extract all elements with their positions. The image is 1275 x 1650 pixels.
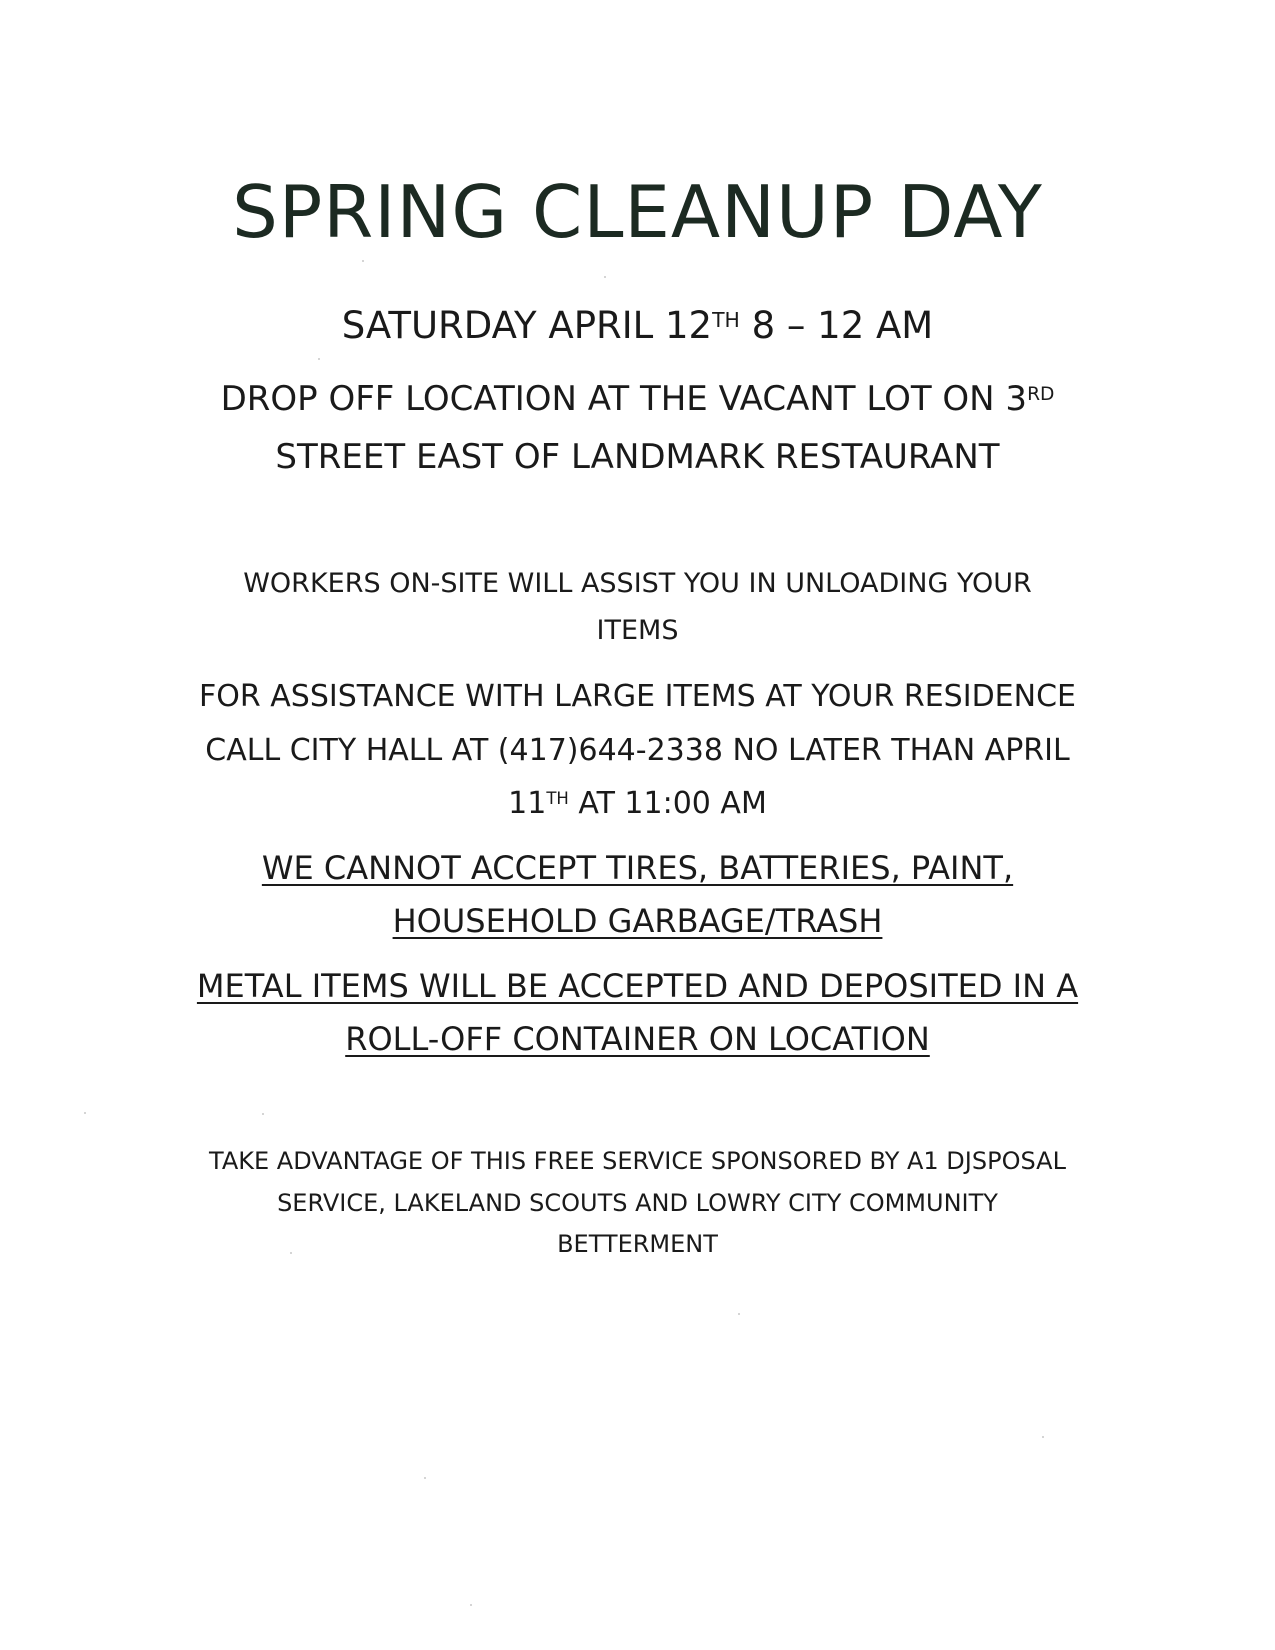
cannot-accept-text-2: HOUSEHOLD GARBAGE/TRASH xyxy=(392,902,883,940)
workers-line-1: WORKERS ON-SITE WILL ASSIST YOU IN UNLOADING YOUR xyxy=(243,568,1032,599)
assistance-ordinal: TH xyxy=(546,788,569,808)
flyer-title: SPRING CLEANUP DAY xyxy=(232,170,1043,254)
scan-speck xyxy=(362,260,364,262)
event-date-time: 8 – 12 AM xyxy=(739,304,934,347)
scan-speck xyxy=(84,1112,86,1114)
assistance-line-1: FOR ASSISTANCE WITH LARGE ITEMS AT YOUR RESIDENCE xyxy=(199,679,1076,714)
scan-speck xyxy=(470,1604,472,1606)
metal-items-line-1 xyxy=(0,966,1275,1006)
workers-line-2: ITEMS xyxy=(596,615,679,646)
scan-speck xyxy=(290,1252,292,1254)
drop-off-ordinal: RD xyxy=(1027,383,1055,405)
sponsors-line-2: SERVICE, LAKELAND SCOUTS AND LOWRY CITY COMMUNITY xyxy=(277,1189,998,1217)
metal-items-text-2: ROLL-OFF CONTAINER ON LOCATION xyxy=(345,1020,930,1058)
event-date-prefix: SATURDAY APRIL 12 xyxy=(341,304,713,347)
metal-items-text-1: METAL ITEMS WILL BE ACCEPTED AND DEPOSITED IN A xyxy=(196,967,1079,1005)
cannot-accept-text-1: WE CANNOT ACCEPT TIRES, BATTERIES, PAINT, xyxy=(261,849,1014,887)
metal-items-line-2 xyxy=(0,1019,1275,1059)
scan-speck xyxy=(1042,1436,1044,1438)
assistance-time: AT 11:00 AM xyxy=(568,786,767,821)
cannot-accept-line-1 xyxy=(0,848,1275,888)
assistance-line-2: CALL CITY HALL AT (417)644-2338 NO LATER THAN APRIL xyxy=(205,733,1070,768)
event-date-ordinal: TH xyxy=(712,307,740,332)
scan-speck xyxy=(318,358,320,360)
drop-off-text: DROP OFF LOCATION AT THE VACANT LOT ON 3 xyxy=(220,379,1028,419)
drop-off-line-1 xyxy=(0,378,1275,420)
scan-speck xyxy=(424,1477,426,1479)
cannot-accept-line-2 xyxy=(0,901,1275,941)
scan-speck xyxy=(262,1113,264,1115)
assistance-day: 11 xyxy=(508,786,547,821)
scan-speck xyxy=(738,1313,740,1315)
sponsors-line-1: TAKE ADVANTAGE OF THIS FREE SERVICE SPONSORED BY A1 DJSPOSAL xyxy=(209,1147,1066,1175)
scan-speck xyxy=(604,276,606,278)
drop-off-line-2: STREET EAST OF LANDMARK RESTAURANT xyxy=(275,437,1000,477)
sponsors-line-3: BETTERMENT xyxy=(557,1230,718,1258)
assistance-line-3 xyxy=(0,785,1275,823)
event-date xyxy=(0,304,1275,348)
